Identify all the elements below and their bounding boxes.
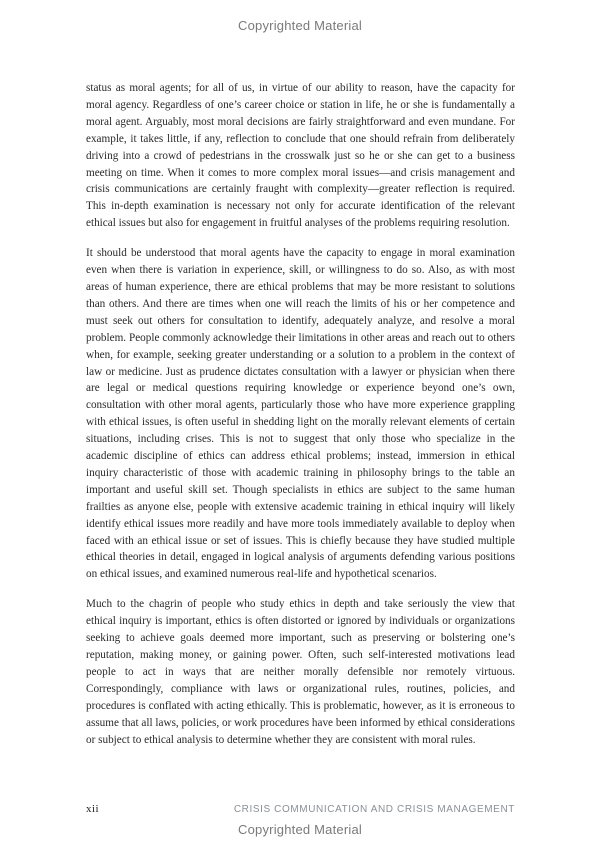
paragraph-1: status as moral agents; for all of us, in virtue of our ability to reason, have the capacity for moral agency. Regardless of one’s career choice or station in life, he or she is fundamentally a moral agent. Arguably, most moral decisions are fairly straightforward and even mundane. For example, it takes little, if any, reflection to conclude that one should refrain from deliberately driving into a crowd of pedestrians in the crosswalk just so he or she can get to a business meeting on time. When it comes to more complex moral issues—and crisis management and crisis communications are certainly fraught with complexity—greater reflection is required. This in-depth examination is necessary not only for accurate identification of the relevant ethical issues but also for engagement in fruitful analyses of the problems requiring resolution. — [86, 82, 515, 230]
page-footer — [86, 803, 515, 815]
page-number: xii — [86, 803, 100, 815]
copyright-watermark-bottom: Copyrighted Material — [238, 822, 362, 837]
copyright-watermark-top: Copyrighted Material — [238, 18, 362, 33]
paragraph-3: Much to the chagrin of people who study ethics in depth and take seriously the view that ethical inquiry is important, ethics is often distorted or ignored by individuals or organizations seeking to achieve goals deemed more important, such as preserving or bolstering one’s reputation, making money, or gaining power. Often, such self-interested motivations lead people to act in ways that are neither morally defensible nor remotely virtuous. Correspondingly, compliance with laws or organizational rules, routines, policies, and procedures is conflated with acting ethically. This is problematic, however, as it is erroneous to assume that all laws, policies, or work procedures have been informed by ethical considerations or subject to ethical analysis to determine whether they are consistent with moral rules. — [86, 598, 515, 746]
paragraph-2: It should be understood that moral agents have the capacity to engage in moral examination even when there is variation in experience, skill, or willingness to do so. Also, as with most areas of human experience, there are ethical problems that may be more resistant to solutions than others. And there are times when one will reach the limits of his or her competence and must seek out others for consultation to identify, adequately analyze, and resolve a moral problem. People commonly acknowledge their limitations in other areas and reach out to others when, for example, seeking greater understanding or a solution to a problem in the context of law or medicine. Just as prudence dictates consultation with a lawyer or physician when there are legal or medical questions requiring knowledge or experience beyond one’s own, consultation with other moral agents, particularly those who have more experience grappling with ethical issues, is often useful in shedding light on the morally relevant elements of certain situations, including crises. This is not to suggest that only those who specialize in the academic discipline of ethics can address ethical problems; instead, immersion in ethical inquiry characteristic of those with academic training in philosophy brings to the table an important and useful skill set. Though specialists in ethics are subject to the same human frailties as anyone else, people with extensive academic training in ethical inquiry will likely identify ethical issues more readily and have more tools immediately available to deploy when faced with an ethical issue or set of issues. This is chiefly because they have studied multiple ethical theories in detail, engaged in logical analysis of arguments defending various positions on ethical issues, and examined numerous real-life and hypothetical scenarios. — [86, 247, 515, 581]
page-body — [86, 80, 515, 761]
running-head: CRISIS COMMUNICATION AND CRISIS MANAGEMENT — [233, 804, 515, 815]
